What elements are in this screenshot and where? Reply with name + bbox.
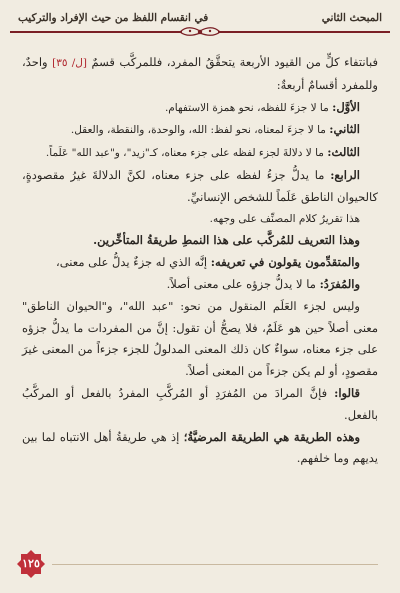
header-ornament-icon <box>178 22 222 40</box>
para-fourth <box>22 165 378 209</box>
item-text: ما لا يدلُّ جزؤه على معنى أصلاً. <box>166 276 320 291</box>
para-mutaqaddimun <box>22 252 378 274</box>
item-label: الأوَّل: <box>332 99 360 114</box>
item-text: إنَّه الذي له جزءٌ يدلُّ على معنى، <box>56 255 211 270</box>
para-second <box>22 119 378 142</box>
item-text: ما لا جزءَ للفظه، نحو همزة الاستفهام. <box>164 101 333 114</box>
header-rule-right <box>218 31 390 33</box>
item-label: والمتقدِّمون يقولون في تعريفه: <box>210 255 360 270</box>
item-label: قالوا: <box>334 385 360 400</box>
page-header <box>10 8 390 34</box>
item-text: ما يدلُّ جزءُ لفظه على جزء معناه، لكنَّ الدلالةَ غيرُ مقصودةٍ، كالحيوان الناطق عَلَماً للشخص الإنسانيِّ. <box>22 167 378 204</box>
text-line: فبانتفاء كلٍّ من القيود الأربعة يتحقَّقُ المفرد، فللمركَّب قسمٌ <box>91 55 378 69</box>
para-heading: وهذا التعريف للمُركَّب على هذا النمطِ طريقةُ المتأخِّرين. <box>93 233 360 248</box>
para-first <box>22 97 378 120</box>
para-laysa: وليس لجزء العَلَم المنقول من نحو: "عبد الله"، و"الحيوان الناطق" معنى أصلاً حين هو عَلَمٌ، فلا يصحُّ أن تقول: إنَّ من المفردات ما يدلُّ جزؤه على جزء معناه، سواءٌ كان ذلك المعنى المدلولُ للجزء جزءاً من المعنى غيرَ مقصودٍ، أو لم يكن جزءاً من المعنى أصلاً. <box>22 298 378 379</box>
item-text: ما لا جزءَ لمعناه، نحو لفظ: الله، والوحدة، والنقطة، والعقل. <box>70 124 330 137</box>
item-text: فإنَّ المرادَ من المُفرَدِ أو المُركَّبِ المفردُ بالفعل أو المركَّبُ بالفعل. <box>22 385 378 422</box>
item-label: الرابع: <box>330 167 360 182</box>
page-number-badge <box>16 549 46 579</box>
text-line: واحدٌ، وللمفرد أقسامٌ أربعةٌ: <box>22 55 378 92</box>
para-last <box>22 427 378 471</box>
header-rule-left <box>10 31 182 33</box>
para-third <box>22 142 378 165</box>
item-label: الثاني: <box>329 122 360 137</box>
item-label: وهذه الطريقة هي الطريقة المرضيَّةُ؛ <box>183 429 360 444</box>
item-text: إذ هي طريقةُ أهل الانتباه لما بين يديهم وما خلفهم. <box>22 429 378 466</box>
para-qalu <box>22 383 378 427</box>
para-mufrad <box>22 274 378 296</box>
page-body <box>22 52 378 470</box>
para-intro <box>22 52 378 97</box>
para-summary: هذا تقريرُ كلام المصنِّف على وجهه. <box>209 212 360 225</box>
footer-rule <box>52 564 378 565</box>
page-number: ١٢٥ <box>22 557 40 570</box>
running-chapter-title: في انقسام اللفظ من حيث الإفراد والتركيب <box>18 12 209 24</box>
running-section-title: المبحث الثاني <box>321 12 382 24</box>
item-label: والمُفرَدُ: <box>319 276 360 291</box>
manuscript-ref: [ل/ ٣٥] <box>52 57 87 69</box>
item-label: الثالث: <box>327 145 360 160</box>
item-text: ما لا دلالةَ لجزء لفظه على جزء معناه، كـ"زيد"، و"عبد الله" عَلَماً. <box>45 147 328 160</box>
